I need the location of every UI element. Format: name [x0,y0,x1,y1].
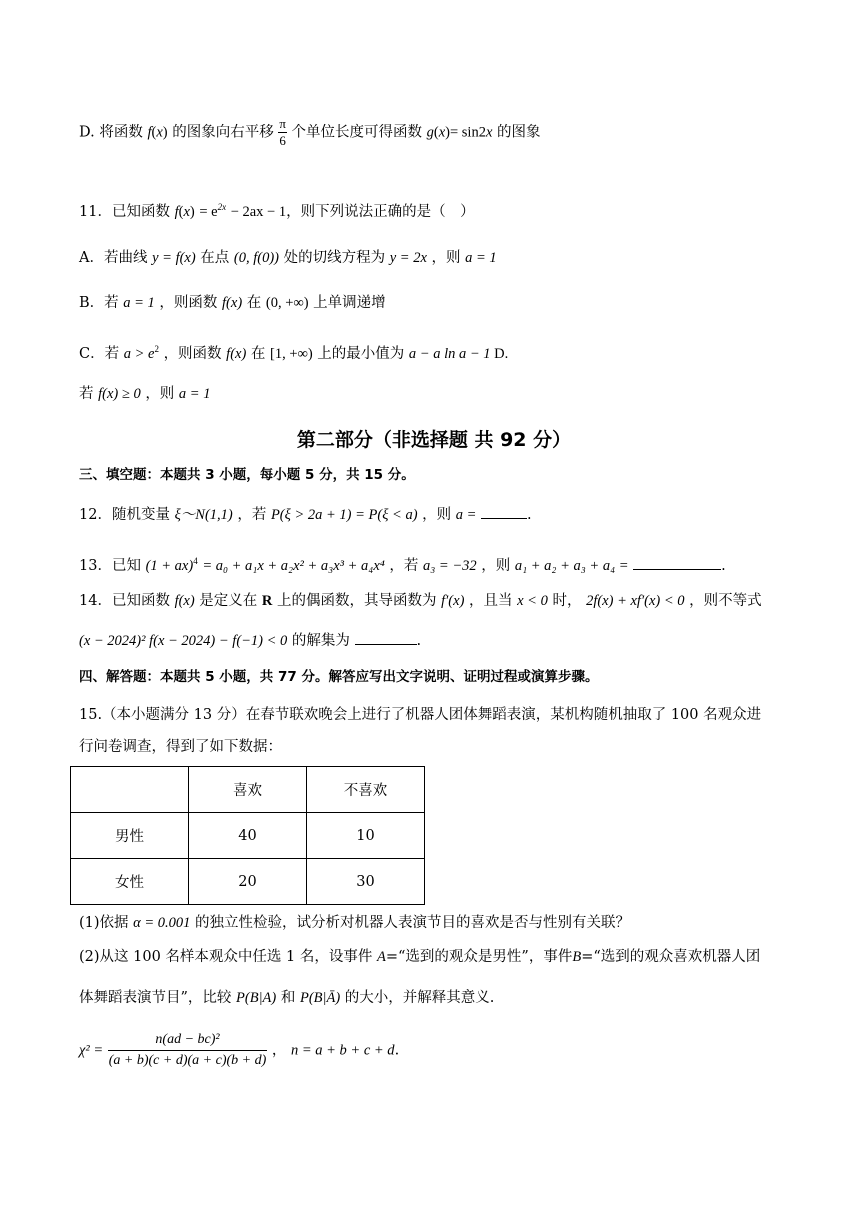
a-condition: a > e [123,346,155,362]
table-header-dislike: 不喜欢 [307,767,425,813]
exp-power: 2x [217,202,227,212]
var-x: x [438,124,446,141]
text: 在点 [200,250,230,266]
a-equals: a = [455,507,477,523]
curve-expression: y = f(x) [152,250,196,266]
text: ，则 [422,507,452,523]
inequality: 2f(x) + xf′(x) < 0 [586,593,685,609]
q15-line1: 15.（本小题满分 13 分）在春节联欢晚会上进行了机器人团体舞蹈表演，某机构随机抽取了 100 名观众进 [79,707,762,723]
text: ，若 [237,507,267,523]
text: 若 [79,386,94,402]
option-c-label: C．若 [79,346,120,362]
binomial: (1 + ax) [145,558,194,574]
period: . [416,633,422,649]
alpha-value: α = 0.001 [133,915,191,931]
sin2x-expression: = sin2 [449,124,486,141]
event-b: B [572,949,582,965]
answer-blank [633,555,721,570]
probability-equation: P(ξ > 2a + 1) = P(ξ < a) [270,507,418,523]
answer-blank [481,504,527,519]
q14-prefix: 14．已知函数 [79,593,170,609]
fraction-numerator: π [279,116,286,131]
interval: (0, +∞) [265,295,309,311]
q11-stem: 11．已知函数 $f(x) = e^{2x} - 2ax - 1$，则下列说法正确的是（ ） [79,202,475,220]
q10-option-d: D. 将函数 f(x) 的图象向右平移 $\frac{\pi}{6}$ 个单位长度可得函数 g(x)= sin2x 的图象 [79,116,541,148]
table-cell: 30 [307,859,425,905]
text: (1)依据 [79,915,129,931]
text: =“选到的观众喜欢机器人团 [581,949,761,965]
a3-value: a₃ = −32 [423,558,477,574]
real-set: R [261,593,273,609]
a-value: a = 1 [465,250,497,266]
interval: [1, +∞) [270,346,313,362]
text: 在 [246,295,262,311]
fraction-denominator: (a + b)(c + d)(a + c)(b + d) [108,1053,267,1068]
answer-blank [355,630,417,645]
derivative: f′(x) [441,593,465,609]
text: 体舞蹈表演节目”，比较 [79,990,232,1006]
period: . [527,507,532,523]
text: 的大小，并解释其意义. [344,990,495,1006]
inequality: (x − 2024)² f(x − 2024) − f(−1) < 0 [79,633,288,649]
min-value-expression: a − a ln a − 1 [408,346,491,362]
fraction-numerator: n(ad − bc)² [108,1030,268,1051]
expansion: = a₀ + a₁x + a₂x² + a₃x³ + a₄x⁴ [202,558,385,574]
text: 上的最小值为 [317,346,405,362]
text: 的独立性检验，试分析对机器人表演节目的喜欢是否与性别有关联？ [195,915,631,931]
var-x: x [183,204,190,220]
text: ，若 [389,558,419,574]
table-row [71,859,425,905]
function-f: f [147,124,152,141]
period: . [721,558,726,574]
var-x: x [156,124,163,141]
a-value: a = 1 [178,386,211,402]
table-header-row [71,767,425,813]
fill-in-heading: 三、填空题：本题共 3 小题，每小题 5 分，共 15 分。 [79,467,415,483]
q11-option-d [79,383,210,405]
text: (2)从这 100 名样本观众中任选 1 名，设事件 [79,949,373,965]
text: ，则 [145,386,175,402]
fraction-denominator: 6 [279,133,286,148]
text: 和 [280,990,296,1006]
q15-part2-line2 [79,987,494,1009]
chi-square-formula [79,1030,399,1071]
q11-stem-suffix: − 2ax − 1，则下列说法正确的是（ ） [230,204,475,220]
q12-prefix: 12．随机变量 [79,507,170,523]
q13-prefix: 13．已知 [79,558,141,574]
inequality: f(x) ≥ 0 [98,386,141,402]
survey-table [70,766,425,905]
condition: x < 0 [517,593,548,609]
text-shift-right: 的图象向右平移 [172,124,274,141]
text: =“选到的观众是男性”，事件 [385,949,573,965]
q11-stem-prefix: 11．已知函数 [79,204,170,220]
table-cell: 40 [189,813,307,859]
option-a-label: A．若曲线 [79,250,148,266]
q14-line1 [79,590,762,612]
function-f: f [174,204,179,220]
q11-option-b [79,292,386,314]
q13 [79,550,726,577]
sum-expression: a₁ + a₂ + a₃ + a₄ = [514,558,629,574]
q15-part1 [79,912,630,934]
option-b-label: B．若 [79,295,119,311]
function-g: g [426,124,434,141]
text: 在 [250,346,266,362]
separator: ， [271,1042,287,1059]
section-title: 第二部分（非选择题 共 92 分） [296,429,572,451]
table-cell [71,767,189,813]
table-cell: 20 [189,859,307,905]
q14-line2 [79,630,421,652]
table-cell: 10 [307,813,425,859]
text: ，则函数 [163,346,222,362]
a-value: a = 1 [123,295,155,311]
var-x: x [485,124,493,141]
conditional-prob: P(B|A) [236,990,277,1006]
text-graph: 的图象 [497,124,541,141]
text: ，则不等式 [689,593,762,609]
exponent: 4 [193,556,198,566]
text: ，则 [481,558,511,574]
text: ，且当 [469,593,513,609]
exponent: 2 [154,344,159,354]
chi-square-fraction [108,1030,268,1071]
n-definition: n = a + b + c + d [290,1042,395,1059]
event-a: A [377,949,386,965]
q12 [79,504,532,526]
exp-base: = e [199,204,218,220]
text: 上的偶函数，其导函数为 [277,593,437,609]
text: ，则 [431,250,461,266]
pi-over-6-fraction [278,116,287,149]
period: . [394,1042,400,1059]
q15-part2-line1 [79,946,760,968]
table-header-like: 喜欢 [189,767,307,813]
table-cell: 女性 [71,859,189,905]
function-f: f(x) [174,593,195,609]
text: ，则函数 [159,295,218,311]
q11-option-c [79,338,508,365]
point-expression: (0, f(0)) [233,250,279,266]
conditional-prob: P(B|Ā) [299,990,341,1006]
table-row [71,813,425,859]
tangent-equation: y = 2x [389,250,427,266]
option-d-prefix: D. 将函数 [79,124,143,141]
function-f: f(x) [226,346,247,362]
table-cell: 男性 [71,813,189,859]
text: 的解集为 [291,633,350,649]
q15-line2: 行问卷调查，得到了如下数据： [79,739,282,755]
option-d-label: D. [490,346,509,362]
text: 上单调递增 [313,295,386,311]
distribution: ξ～N(1,1) [174,507,233,523]
text: 是定义在 [199,593,258,609]
answer-heading: 四、解答题：本题共 5 小题，共 77 分。解答应写出文字说明、证明过程或演算步骤。 [79,669,599,685]
chi-square-symbol: χ² = [79,1042,104,1059]
text: 时， [552,593,582,609]
q11-option-a [79,247,497,269]
text-unit-length: 个单位长度可得函数 [291,124,422,141]
text: 处的切线方程为 [283,250,386,266]
function-f: f(x) [222,295,243,311]
